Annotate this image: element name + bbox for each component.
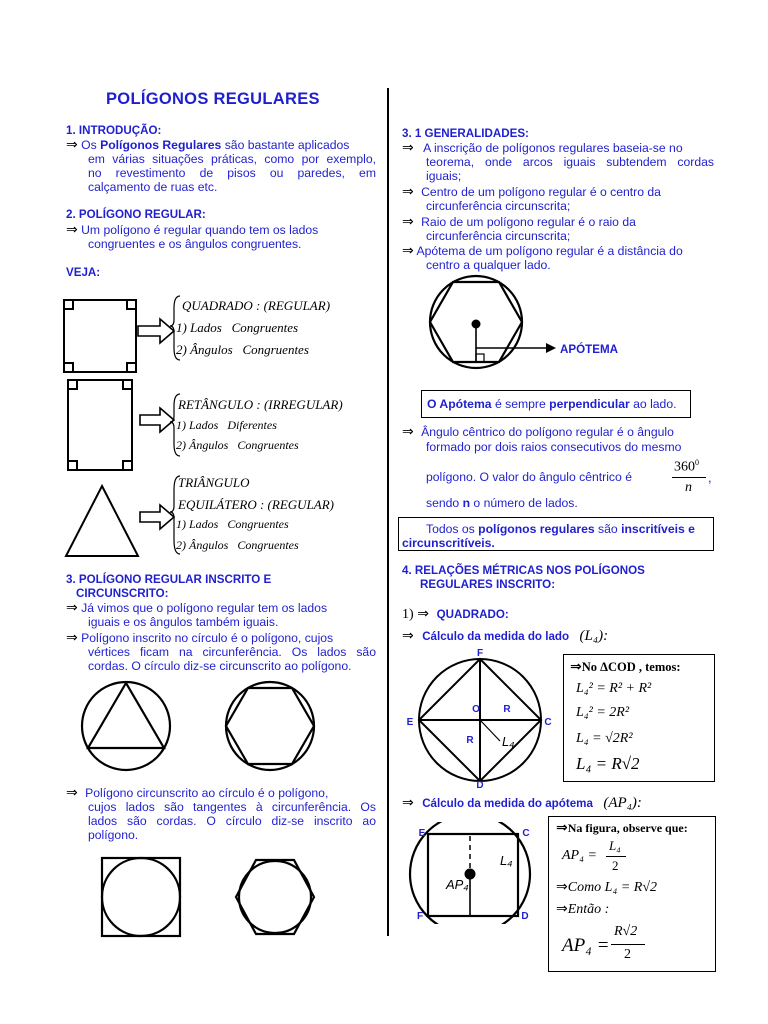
box2-line2: circunscritíveis. (402, 536, 495, 550)
s1-heading: 1. INTRODUÇÃO: (66, 124, 162, 137)
square-inscribed-diagram (404, 646, 554, 788)
ang-line4: sendo n o número de lados. (426, 496, 578, 510)
label-F2: F (416, 911, 424, 922)
label-L4: L₄ (502, 734, 515, 749)
arrow-icon: ⇒ (556, 820, 568, 836)
arrow-icon: ⇒ (402, 214, 414, 230)
g1-line3: iguais; (426, 169, 462, 183)
tri-line1: TRIÂNGULO (178, 475, 250, 490)
circle-with-triangle (82, 682, 170, 770)
tri-line4: 2) Ângulos Congruentes (176, 538, 299, 552)
cod-line2: L₄² = 2R² (576, 705, 630, 720)
calc-apot-row: ⇒ Cálculo da medida do apótema (AP₄): (402, 795, 642, 811)
ang-line2: formado por dois raios consecutivos do mesmo (426, 440, 682, 454)
s1-line3: no revestimento de pisos ou paredes, em (88, 166, 376, 180)
quadrado-row: 1) ⇒ QUADRADO: (402, 606, 509, 622)
arrow-icon: ⇒ (570, 659, 582, 675)
fig-l4-den: 2 (624, 947, 631, 962)
circle-with-hexagon (226, 682, 314, 770)
arrow-icon: ⇒ (66, 630, 78, 646)
s2-line1: ⇒ Um polígono é regular quando tem os lados (66, 222, 319, 238)
arrow-icon: ⇒ (402, 795, 414, 811)
veja-label: VEJA: (66, 266, 101, 279)
ang-comma: , (708, 470, 712, 485)
circumscribed-figures (94, 852, 334, 942)
ang-frac-bar (672, 477, 706, 478)
label-F: F (476, 648, 484, 659)
shapes-figure (56, 288, 186, 560)
arrow-icon: ⇒ (417, 606, 430, 622)
arrow-icon: ⇒ (402, 184, 414, 200)
s2-heading: 2. POLÍGONO REGULAR: (66, 208, 206, 221)
apothem-square-diagram (404, 822, 544, 924)
hexagon-around-circle (236, 860, 314, 934)
square-shape (64, 300, 136, 372)
s3-heading-1: 3. POLÍGONO REGULAR INSCRITO E (66, 573, 272, 586)
calc-lado-row: ⇒ Cálculo da medida do lado (L₄): (402, 628, 609, 644)
arrow-icon: ⇒ (556, 879, 568, 895)
cod-line4: L₄ = R√2 (576, 754, 640, 773)
arrow-icon: ⇒ (66, 137, 78, 153)
s3-p3-line3: lados são cordas. O círculo diz-se inscrito ao (88, 814, 376, 828)
ang-frac-den: n (685, 480, 692, 495)
fig-l4-left: AP₄ = (562, 935, 610, 956)
g1-line2: teorema, onde arcos iguais subtendem cordas (426, 155, 714, 169)
s1-line4: calçamento de ruas etc. (88, 180, 218, 194)
label-O: O (472, 704, 480, 715)
s3-p1-line2: iguais e os ângulos também iguais. (88, 615, 279, 629)
label-R2: R (466, 735, 474, 746)
ang-line1: ⇒ Ângulo cêntrico do polígono regular é o ângulo (402, 424, 674, 440)
cod-title: ⇒No ΔCOD , temos: (570, 659, 681, 675)
ang-line3: polígono. O valor do ângulo cêntrico é (426, 470, 632, 484)
label-C: C (544, 717, 552, 728)
apotema-label: APÓTEMA (560, 343, 618, 356)
arrow-icon: ⇒ (66, 785, 78, 801)
g3-line2: circunferência circunscrita; (426, 229, 571, 243)
arrow-icon: ⇒ (402, 243, 414, 259)
s3-p3-line2: cujos lados são tangentes à circunferência. Os (88, 800, 376, 814)
fig-title: ⇒Na figura, observe que: (556, 820, 688, 836)
s3-p2-line1: ⇒ Polígono inscrito no círculo é o polígono, cujos (66, 630, 334, 646)
s3-p2-line2: vértices ficam na circunferência. Os lados são (88, 645, 376, 659)
fig-l4-num: R√2 (614, 924, 638, 939)
rect-line2: 1) Lados Diferentes (176, 418, 277, 432)
s1-line2: em várias situações práticas, como por exemplo, (88, 152, 376, 166)
label-R1: R (503, 704, 511, 715)
fig-l2: ⇒Como L₄ = R√2 (556, 879, 658, 895)
ang-frac-num: $360^0$ (674, 458, 699, 475)
fig-l1-left: AP₄ = (562, 848, 597, 863)
s31-heading: 3. 1 GENERALIDADES: (402, 127, 529, 140)
tri-line2: EQUILÁTERO : (REGULAR) (178, 497, 334, 512)
fig-l4-bar (611, 944, 645, 945)
s3-heading-2: CIRCUNSCRITO: (76, 587, 169, 600)
label-L4b: L₄ (500, 853, 513, 868)
rect-line3: 2) Ângulos Congruentes (176, 438, 299, 452)
s1-line1: ⇒ Os Polígonos Regulares são bastante aplicados (66, 137, 350, 153)
arrow-icon: ⇒ (66, 600, 78, 616)
g1-line1: ⇒ A inscrição de polígonos regulares baseia-se no (402, 140, 683, 156)
apothem-note: O Apótema é sempre perpendicular ao lado. (427, 397, 677, 411)
label-D2: D (521, 911, 529, 922)
arrow-icon: ⇒ (402, 628, 414, 644)
s4-heading-2: REGULARES INSCRITO: (420, 578, 556, 591)
page-title: POLÍGONOS REGULARES (106, 90, 320, 108)
triangle-shape (66, 486, 138, 556)
s3-p2-line3: cordas. O círculo diz-se circunscrito ao polígono. (88, 659, 352, 673)
label-D: D (476, 780, 484, 788)
rectangle-shape (68, 380, 132, 470)
s3-p3-line1: ⇒ Polígono circunscrito ao círculo é o polígono, (66, 785, 329, 801)
arrow-icon: ⇒ (66, 222, 78, 238)
label-C2: C (522, 828, 530, 839)
box2-line1: Todos os polígonos regulares são inscritíveis e (426, 522, 695, 536)
label-AP4: AP₄ (446, 877, 469, 892)
s2-line2: congruentes e os ângulos congruentes. (88, 237, 302, 251)
apothem-figure (418, 274, 618, 374)
square-line3: 2) Ângulos Congruentes (176, 342, 309, 357)
g4-line1: ⇒ Apótema de um polígono regular é a distância do (402, 243, 683, 259)
fig-l1-num: L₄ (609, 838, 621, 853)
g2-line1: ⇒ Centro de um polígono regular é o centro da (402, 184, 661, 200)
rect-line1: RETÂNGULO : (IRREGULAR) (178, 397, 343, 412)
tri-line3: 1) Lados Congruentes (176, 517, 289, 531)
column-divider (387, 88, 389, 936)
g3-line1: ⇒ Raio de um polígono regular é o raio da (402, 214, 636, 230)
inscribed-figures (80, 676, 340, 776)
s4-heading-1: 4. RELAÇÕES MÉTRICAS NOS POLÍGONOS (402, 564, 645, 577)
cod-line3: L₄ = √2R² (576, 731, 633, 746)
s3-p3-line4: polígono. (88, 828, 139, 842)
arrow-icon: ⇒ (402, 140, 414, 156)
square-line2: 1) Lados Congruentes (176, 320, 299, 335)
arrow-icon: ⇒ (556, 901, 568, 917)
arrow-icon: ⇒ (402, 424, 414, 440)
s3-p1-line1: ⇒ Já vimos que o polígono regular tem os lados (66, 600, 328, 616)
label-E2: E (418, 828, 426, 839)
label-E: E (406, 717, 414, 728)
g2-line2: circunferência circunscrita; (426, 199, 571, 213)
fig-l1-den: 2 (612, 858, 619, 873)
fig-l3: ⇒Então : (556, 901, 610, 917)
g4-line2: centro a qualquer lado. (426, 258, 551, 272)
fig-l1-bar (606, 856, 626, 857)
square-line1: QUADRADO : (REGULAR) (182, 298, 331, 313)
cod-line1: L₄² = R² + R² (576, 681, 652, 696)
